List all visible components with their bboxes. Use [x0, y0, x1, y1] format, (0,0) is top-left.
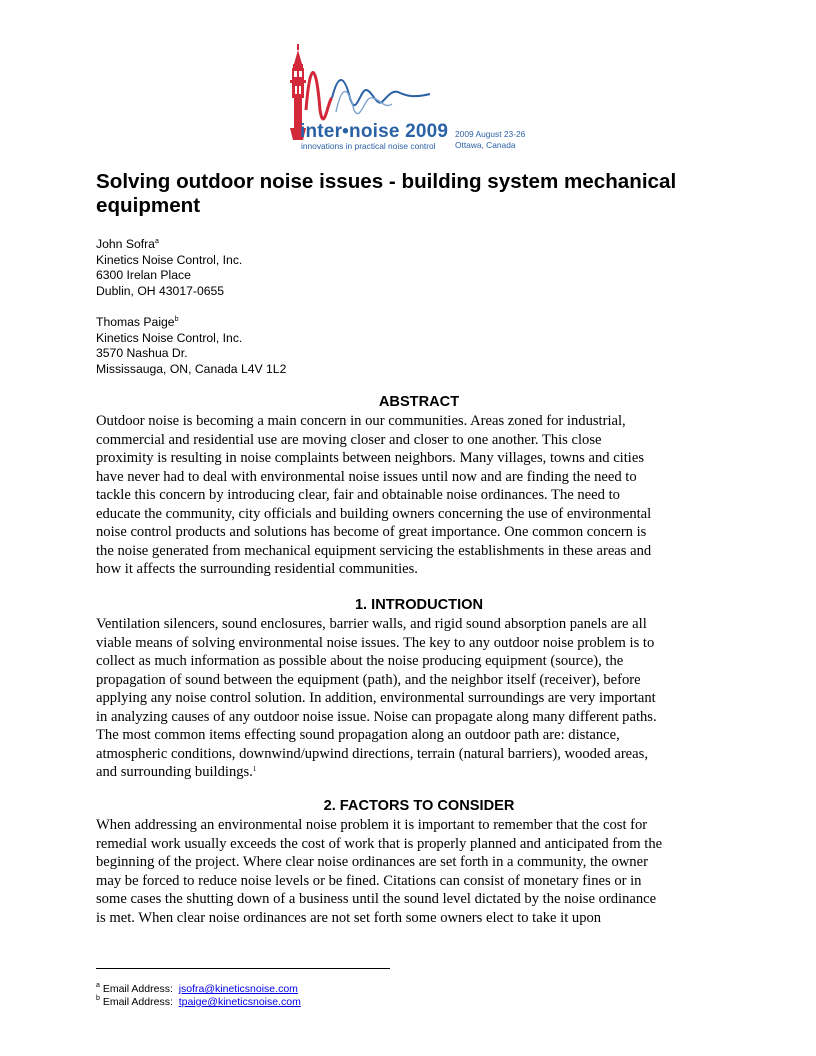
factors-line: may be forced to reduce noise levels or be fined. Citations can consist of monetary fines or in	[96, 872, 642, 889]
factors-line: is met. When clear noise ordinances are not set forth some owners elect to take it upon	[96, 909, 602, 926]
footnote-sup: b	[96, 995, 100, 1002]
author-city: Dublin, OH 43017-0655	[96, 283, 225, 298]
abstract-heading: ABSTRACT	[378, 394, 460, 410]
footnote-label: Email Address:	[102, 983, 173, 995]
factors-line: beginning of the project. Where clear noise ordinances are set forth in a community, the owner	[96, 854, 648, 870]
footnote-a	[96, 983, 298, 995]
wave-red-line	[306, 73, 332, 119]
introduction-line: Ventilation silencers, sound enclosures, barrier walls, and rigid sound absorption panels are all	[96, 616, 647, 632]
introduction-line: collect as much information as possible about the noise producing equipment (source), the	[96, 653, 624, 669]
event-info	[455, 129, 525, 150]
abstract-body	[96, 412, 726, 579]
factors-line: When addressing an environmental noise problem it is important to remember that the cost for	[96, 817, 648, 833]
footnote-divider	[96, 968, 390, 969]
footnote-b	[96, 996, 301, 1008]
author-name: John Sofra	[96, 237, 155, 251]
abstract-line: noise control products and solutions has become of great importance. One common concern is	[96, 524, 647, 540]
citation-sup: 1	[252, 765, 257, 773]
author-city: Mississauga, ON, Canada L4V 1L2	[96, 361, 287, 376]
introduction-heading: 1. INTRODUCTION	[354, 597, 484, 613]
factors-line: some cases the shutting down of a business until the sound level dictated by the noise ordinance	[96, 891, 657, 907]
author-affiliation: Kinetics Noise Control, Inc.	[96, 252, 243, 267]
paper-title	[96, 170, 736, 218]
introduction-line: applying any noise control solution. In addition, environmental surroundings are very important	[96, 690, 656, 706]
footnote-sup: a	[96, 982, 100, 989]
author-name: Thomas Paige	[96, 315, 175, 329]
abstract-line: commercial and residential use are moving closer and closer to one another. This close	[96, 431, 602, 448]
author-address: 3570 Nashua Dr.	[96, 346, 188, 361]
author-address: 6300 Irelan Place	[96, 268, 191, 283]
logo-tagline: innovations in practical noise control	[301, 141, 436, 151]
email-link-paige[interactable]: tpaige@kineticsnoise.com	[178, 996, 301, 1008]
abstract-line: educate the community, city officials and building owners concerning the use of environmental	[96, 505, 652, 522]
title-line: Solving outdoor noise issues - building system mechanical	[96, 170, 677, 193]
logo-wordmark: inter•noise 2009	[300, 121, 449, 142]
abstract-line: how it affects the surrounding residential communities.	[96, 561, 418, 577]
abstract-line: proximity is resulting in noise complaints between neighbors. Many villages, towns and cities	[96, 450, 644, 466]
author-block-1	[96, 237, 242, 299]
introduction-line: atmospheric conditions, downwind/upwind directions, terrain (natural barriers), wooded areas,	[96, 745, 648, 762]
abstract-line: tackle this concern by introducing clear, fair and obtainable noise ordinances. The need to	[96, 487, 620, 503]
introduction-line: propagation of sound between the equipment (path), and the neighbor itself (receiver), before	[96, 671, 641, 688]
event-date: 2009 August 23-26	[455, 129, 526, 139]
abstract-line: Outdoor noise is becoming a main concern in our communities. Areas zoned for industrial,	[96, 413, 626, 429]
author-sup: a	[154, 238, 159, 245]
title-line: equipment	[96, 194, 201, 217]
email-link-sofra[interactable]: jsofra@kineticsnoise.com	[178, 983, 298, 995]
introduction-line: viable means of solving environmental noise issues. The key to any outdoor noise problem is to	[96, 634, 655, 651]
introduction-line: in analyzing causes of any outdoor noise issue. Noise can propagate along many different paths.	[96, 708, 657, 725]
abstract-line: have never had to deal with environmental noise issues until now and are finding the need to	[96, 468, 637, 485]
factors-body	[96, 816, 726, 927]
author-sup: b	[174, 316, 179, 323]
introduction-line: and surrounding buildings.	[96, 764, 253, 780]
author-block-2	[96, 315, 286, 377]
footnote-label: Email Address:	[102, 996, 173, 1008]
event-location: Ottawa, Canada	[455, 139, 516, 150]
factors-line: remedial work usually exceeds the cost of work that is properly planned and anticipated from the	[96, 835, 663, 852]
introduction-body	[96, 615, 726, 782]
author-affiliation: Kinetics Noise Control, Inc.	[96, 330, 243, 345]
introduction-line: The most common items effecting sound propagation along an outdoor path are: distance,	[96, 727, 620, 743]
abstract-line: the noise generated from mechanical equipment servicing the establishments in these areas and	[96, 542, 652, 559]
factors-heading: 2. FACTORS TO CONSIDER	[323, 798, 515, 814]
